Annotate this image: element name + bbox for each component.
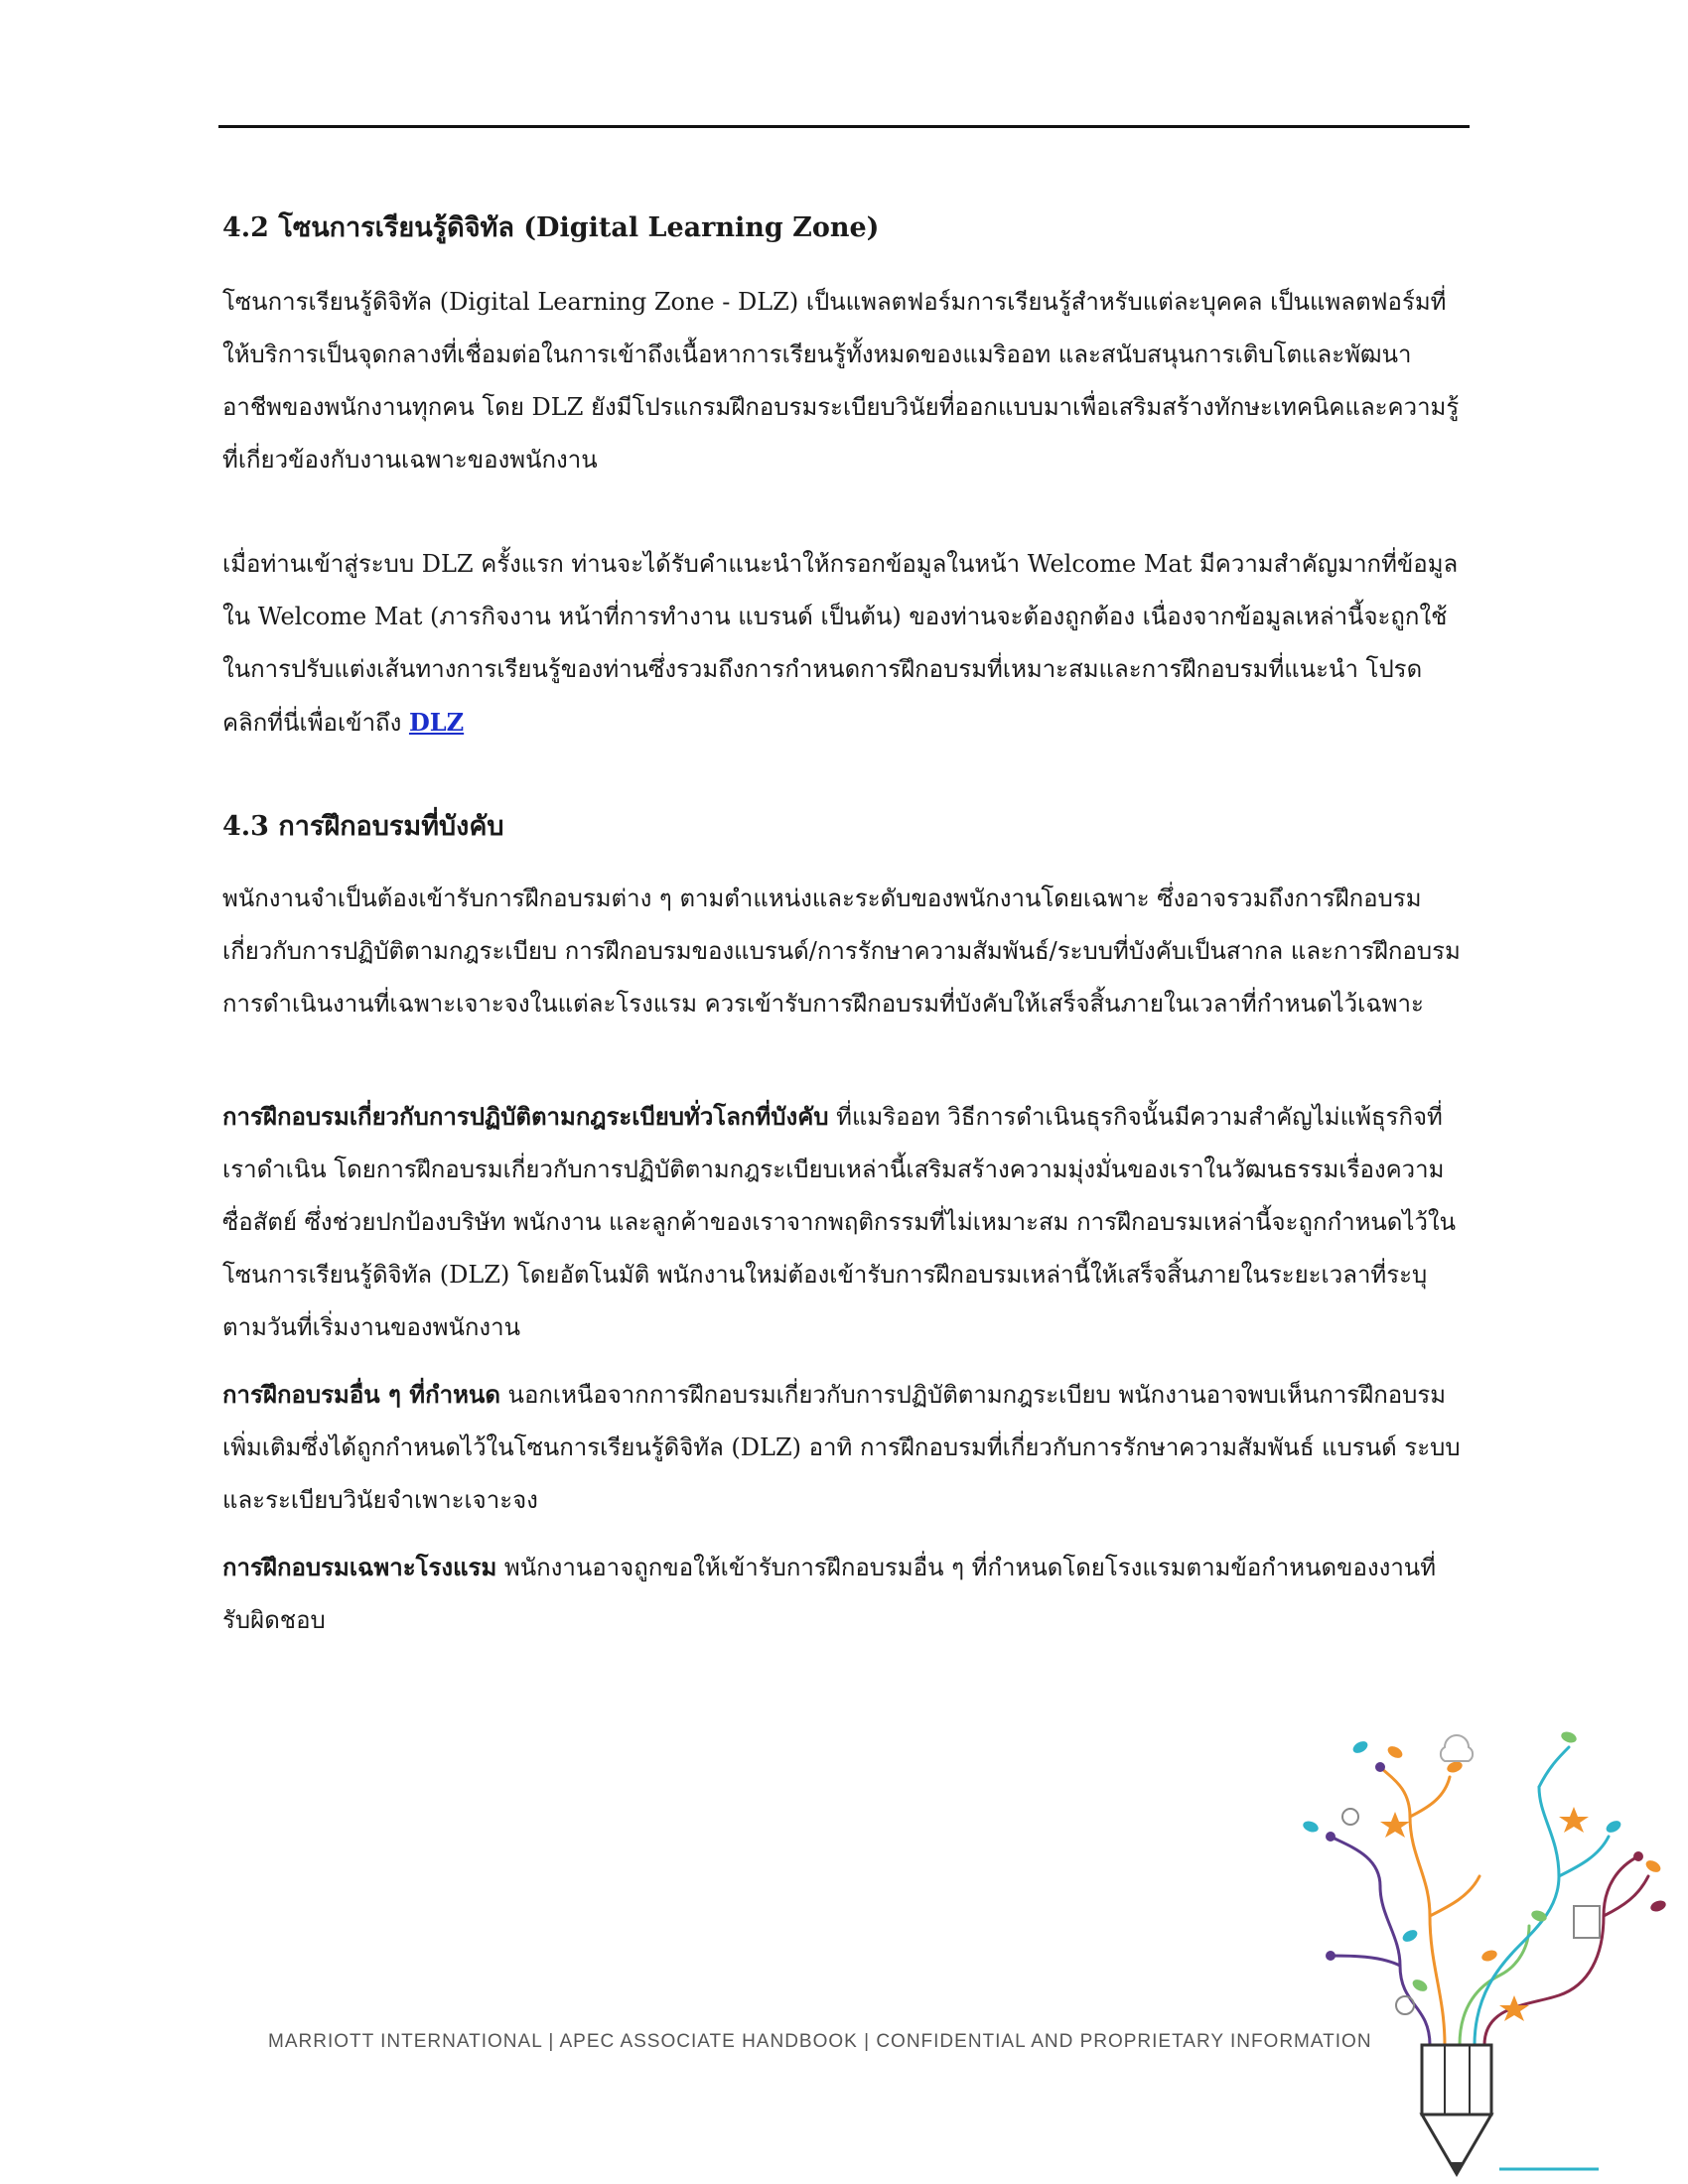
pencil-tree-illustration: [1271, 1707, 1688, 2184]
hotel-training-text: พนักงานอาจถูกขอให้เข้ารับการฝึกอบรมอื่น ๆ ที่กำหนดโดยโรงแรมตามข้อกำหนดของงานที่รับผิดชอบ: [222, 1554, 1437, 1634]
mandatory-training-paragraph: พนักงานจำเป็นต้องเข้ารับการฝึกอบรมต่าง ๆ ตามตำแหน่งและระดับของพนักงานโดยเฉพาะ ซึ่งอาจรวมถึงการฝึกอบรมเกี่ยวกับการปฏิบัติตามกฎระเบียบ การฝึกอบรมของแบรนด์/การรักษาความสัมพันธ์/ระบบที่บังคับเป็นสากล และการฝึกอบรมการดำเนินงานที่เฉพาะเจาะจงในแต่ละโรงแรม ควรเข้ารับการฝึกอบรมที่บังคับให้เสร็จสิ้นภายในเวลาที่กำหนดไว้เฉพาะ: [222, 885, 1461, 1018]
page-body: [222, 208, 1464, 1647]
dlz-welcome-paragraph: [222, 538, 1464, 750]
hotel-training-paragraph: [222, 1541, 1464, 1647]
dlz-intro-paragraph: โซนการเรียนรู้ดิจิทัล (Digital Learning Zone - DLZ) เป็นแพลตฟอร์มการเรียนรู้สำหรับแต่ละบุคคล เป็นแพลตฟอร์มที่ให้บริการเป็นจุดกลางที่เชื่อมต่อในการเข้าถึงเนื้อหาการเรียนรู้ทั้งหมดของแมริออท และสนับสนุนการเติบโตและพัฒนาอาชีพของพนักงานทุกคน โดย DLZ ยังมีโปรแกรมฝึกอบรมระเบียบวินัยที่ออกแบบมาเพื่อเสริมสร้างทักษะเทคนิคและความรู้ที่เกี่ยวข้องกับงานเฉพาะของพนักงาน: [222, 288, 1460, 474]
section-heading-4-2: 4.2 โซนการเรียนรู้ดิจิทัล (Digital Learning Zone): [222, 212, 880, 243]
other-training-title: การฝึกอบรมอื่น ๆ ที่กำหนด: [222, 1380, 500, 1409]
hotel-training-title: การฝึกอบรมเฉพาะโรงแรม: [222, 1553, 497, 1581]
other-training-paragraph: [222, 1368, 1464, 1527]
section-heading-4-3: 4.3 การฝึกอบรมที่บังคับ: [222, 811, 504, 842]
compliance-training-paragraph: [222, 1090, 1464, 1354]
other-training-text: นอกเหนือจากการฝึกอบรมเกี่ยวกับการปฏิบัติตามกฎระเบียบ พนักงานอาจพบเห็นการฝึกอบรมเพิ่มเติมซึ่งได้ถูกกำหนดไว้ในโซนการเรียนรู้ดิจิทัล (DLZ) อาทิ การฝึกอบรมที่เกี่ยวกับการรักษาความสัมพันธ์ แบรนด์ ระบบ และระเบียบวินัยจำเพาะเจาะจง: [222, 1381, 1461, 1514]
dlz-welcome-text: เมื่อท่านเข้าสู่ระบบ DLZ ครั้งแรก ท่านจะได้รับคำแนะนำให้กรอกข้อมูลในหน้า Welcome Mat มีความสำคัญมากที่ข้อมูลใน Welcome Mat (ภารกิจงาน หน้าที่การทำงาน แบรนด์ เป็นต้น) ของท่านจะต้องถูกต้อง เนื่องจากข้อมูลเหล่านี้จะถูกใช้ในการปรับแต่งเส้นทางการเรียนรู้ของท่านซึ่งรวมถึงการกำหนดการฝึกอบรมที่เหมาะสมและการฝึกอบรมที่แนะนำ โปรดคลิกที่นี่เพื่อเข้าถึง: [222, 550, 1459, 737]
header-rule: [218, 125, 1470, 128]
compliance-training-title: การฝึกอบรมเกี่ยวกับการปฏิบัติตามกฎระเบียบทั่วโลกที่บังคับ: [222, 1102, 829, 1131]
page-footer: MARRIOTT INTERNATIONAL | APEC ASSOCIATE HANDBOOK | CONFIDENTIAL AND PROPRIETARY INFORMATION: [268, 2031, 1372, 2052]
compliance-training-text: ที่แมริออท วิธีการดำเนินธุรกิจนั้นมีความสำคัญไม่แพ้ธุรกิจที่เราดำเนิน โดยการฝึกอบรมเกี่ยวกับการปฏิบัติตามกฎระเบียบเหล่านี้เสริมสร้างความมุ่งมั่นของเราในวัฒนธรรมเรื่องความซื่อสัตย์ ซึ่งช่วยปกป้องบริษัท พนักงาน และลูกค้าของเราจากพฤติกรรมที่ไม่เหมาะสม การฝึกอบรมเหล่านี้จะถูกกำหนดไว้ในโซนการเรียนรู้ดิจิทัล (DLZ) โดยอัตโนมัติ พนักงานใหม่ต้องเข้ารับการฝึกอบรมเหล่านี้ให้เสร็จสิ้นภายในระยะเวลาที่ระบุตามวันที่เริ่มงานของพนักงาน: [222, 1103, 1457, 1341]
dlz-link[interactable]: DLZ: [408, 708, 465, 737]
